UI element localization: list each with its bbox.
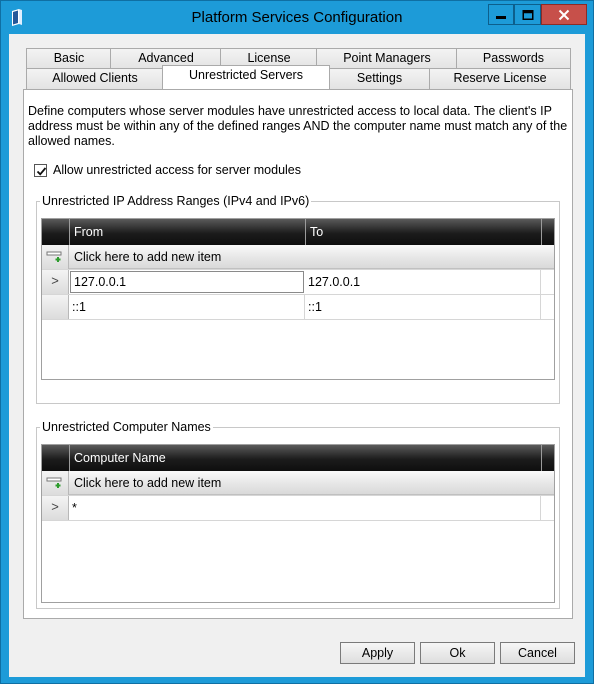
table-row[interactable] [42, 496, 554, 521]
column-header-computer-name[interactable]: Computer Name [69, 445, 541, 471]
maximize-button[interactable] [514, 4, 541, 25]
apply-button[interactable]: Apply [340, 642, 415, 664]
computer-name-cell[interactable]: * [69, 496, 541, 520]
computer-names-grid [41, 444, 555, 603]
tab-reserve-license[interactable]: Reserve License [429, 68, 571, 89]
ok-button[interactable]: Ok [420, 642, 495, 664]
add-row-icon [46, 477, 64, 489]
row-header [42, 295, 69, 319]
table-row[interactable] [42, 270, 554, 295]
tab-unrestricted-servers[interactable]: Unrestricted Servers [162, 65, 330, 89]
ip-ranges-grid [41, 218, 555, 380]
close-button[interactable] [541, 4, 587, 25]
table-row[interactable] [42, 295, 554, 320]
computer-names-legend: Unrestricted Computer Names [42, 420, 211, 434]
ip-ranges-legend: Unrestricted IP Address Ranges (IPv4 and IPv6) [42, 194, 310, 208]
allow-unrestricted-label: Allow unrestricted access for server modules [53, 163, 302, 177]
tab-basic[interactable]: Basic [26, 48, 112, 69]
minimize-icon [496, 10, 506, 20]
column-header-from[interactable]: From [69, 219, 305, 245]
title-bar[interactable] [1, 1, 593, 34]
add-new-item-text[interactable]: Click here to add new item [69, 471, 554, 495]
computer-names-group [36, 420, 560, 609]
checkmark-icon [36, 166, 47, 177]
tab-advanced[interactable]: Advanced [110, 48, 222, 69]
computer-names-header [42, 445, 554, 471]
tab-point-managers[interactable]: Point Managers [316, 48, 458, 69]
current-row-indicator-icon: > [42, 270, 69, 294]
add-row-header [42, 471, 69, 495]
ip-to-cell[interactable]: ::1 [305, 295, 541, 319]
close-icon [559, 9, 570, 20]
cancel-button[interactable]: Cancel [500, 642, 575, 664]
tab-passwords[interactable]: Passwords [456, 48, 571, 69]
ip-to-cell[interactable]: 127.0.0.1 [305, 270, 541, 294]
tab-settings[interactable]: Settings [328, 68, 431, 89]
column-header-filler [541, 219, 554, 245]
ip-ranges-header [42, 219, 554, 245]
add-row-header [42, 245, 69, 269]
minimize-button[interactable] [488, 4, 514, 25]
window-title: Platform Services Configuration [191, 9, 403, 26]
add-new-item-row[interactable] [42, 471, 554, 496]
column-header-to[interactable]: To [305, 219, 541, 245]
description-text: Define computers whose server modules have unrestricted access to local data. The client's IP address must be within any of the defined ranges AND the computer name must match any of the allowed names. [28, 104, 568, 148]
add-new-item-row[interactable] [42, 245, 554, 270]
tab-allowed-clients[interactable]: Allowed Clients [26, 68, 164, 89]
ip-from-cell[interactable]: ::1 [69, 295, 305, 319]
maximize-icon [522, 10, 533, 20]
tab-license[interactable]: License [220, 48, 318, 69]
ip-ranges-group [36, 194, 560, 404]
add-row-icon [46, 251, 64, 263]
allow-unrestricted-checkbox[interactable] [34, 164, 47, 177]
column-header-filler [541, 445, 554, 471]
add-new-item-text[interactable]: Click here to add new item [69, 245, 554, 269]
ip-from-cell[interactable]: 127.0.0.1 [70, 271, 304, 293]
current-row-indicator-icon: > [42, 496, 69, 520]
